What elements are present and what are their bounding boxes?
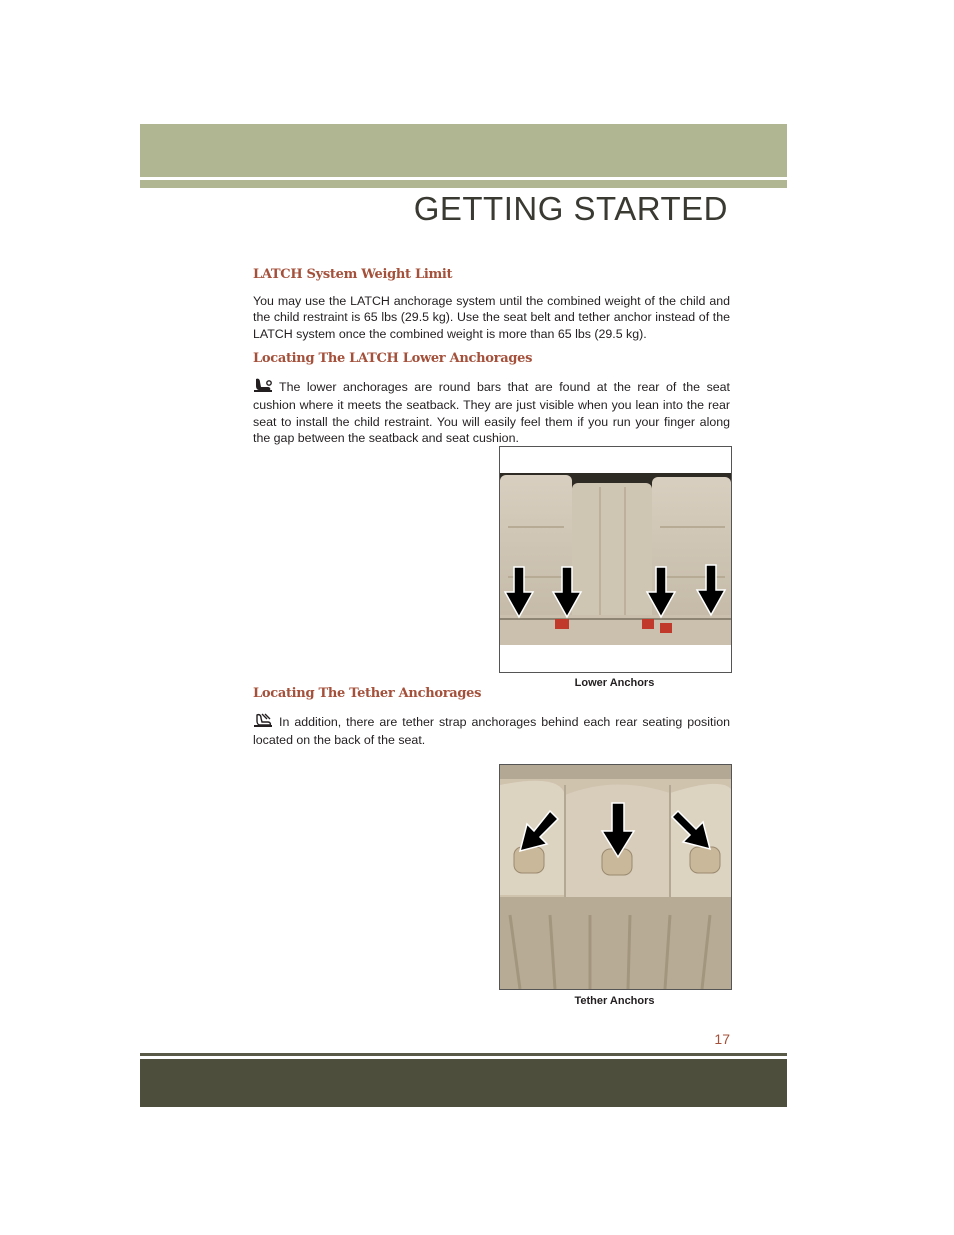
- heading-lower-anchorages: Locating The LATCH Lower Anchorages: [253, 351, 533, 366]
- paragraph-tether-anchorages-text: In addition, there are tether strap anchorages behind each rear seating position located on the back of the seat.: [253, 715, 730, 748]
- heading-tether-anchorages: Locating The Tether Anchorages: [253, 686, 482, 701]
- paragraph-lower-anchorages-text: The lower anchorages are round bars that are found at the rear of the seat cushion where it meets the seatback. They are just visible when you lean into the rear seat to install the child restraint. You will easily feel them if you run your finger along the gap between the seatback and seat cushion.: [253, 380, 730, 445]
- header-band: [140, 124, 787, 177]
- chapter-title: GETTING STARTED: [413, 190, 728, 227]
- lower-anchors-photo: [499, 446, 732, 673]
- caption-lower-anchors: Lower Anchors: [574, 677, 655, 689]
- footer-band: [140, 1059, 787, 1107]
- paragraph-lower-anchorages: [253, 377, 730, 446]
- child-seat-tether-anchor-icon: [253, 712, 273, 732]
- paragraph-tether-anchorages: [253, 712, 730, 749]
- heading-latch-weight-limit: LATCH System Weight Limit: [253, 267, 453, 282]
- footer-rule: [140, 1053, 787, 1056]
- caption-tether-anchors: Tether Anchors: [574, 995, 655, 1007]
- header-rule: [140, 180, 787, 188]
- tether-anchors-photo: [499, 764, 732, 990]
- page-number: 17: [714, 1031, 730, 1047]
- paragraph-latch-weight-limit: You may use the LATCH anchorage system until the combined weight of the child and the child restraint is 65 lbs (29.5 kg). Use the seat belt and tether anchor instead of the LATCH system once the combined weight is more than 65 lbs (29.5 kg).: [253, 294, 730, 341]
- child-seat-lower-anchor-icon: [253, 377, 273, 397]
